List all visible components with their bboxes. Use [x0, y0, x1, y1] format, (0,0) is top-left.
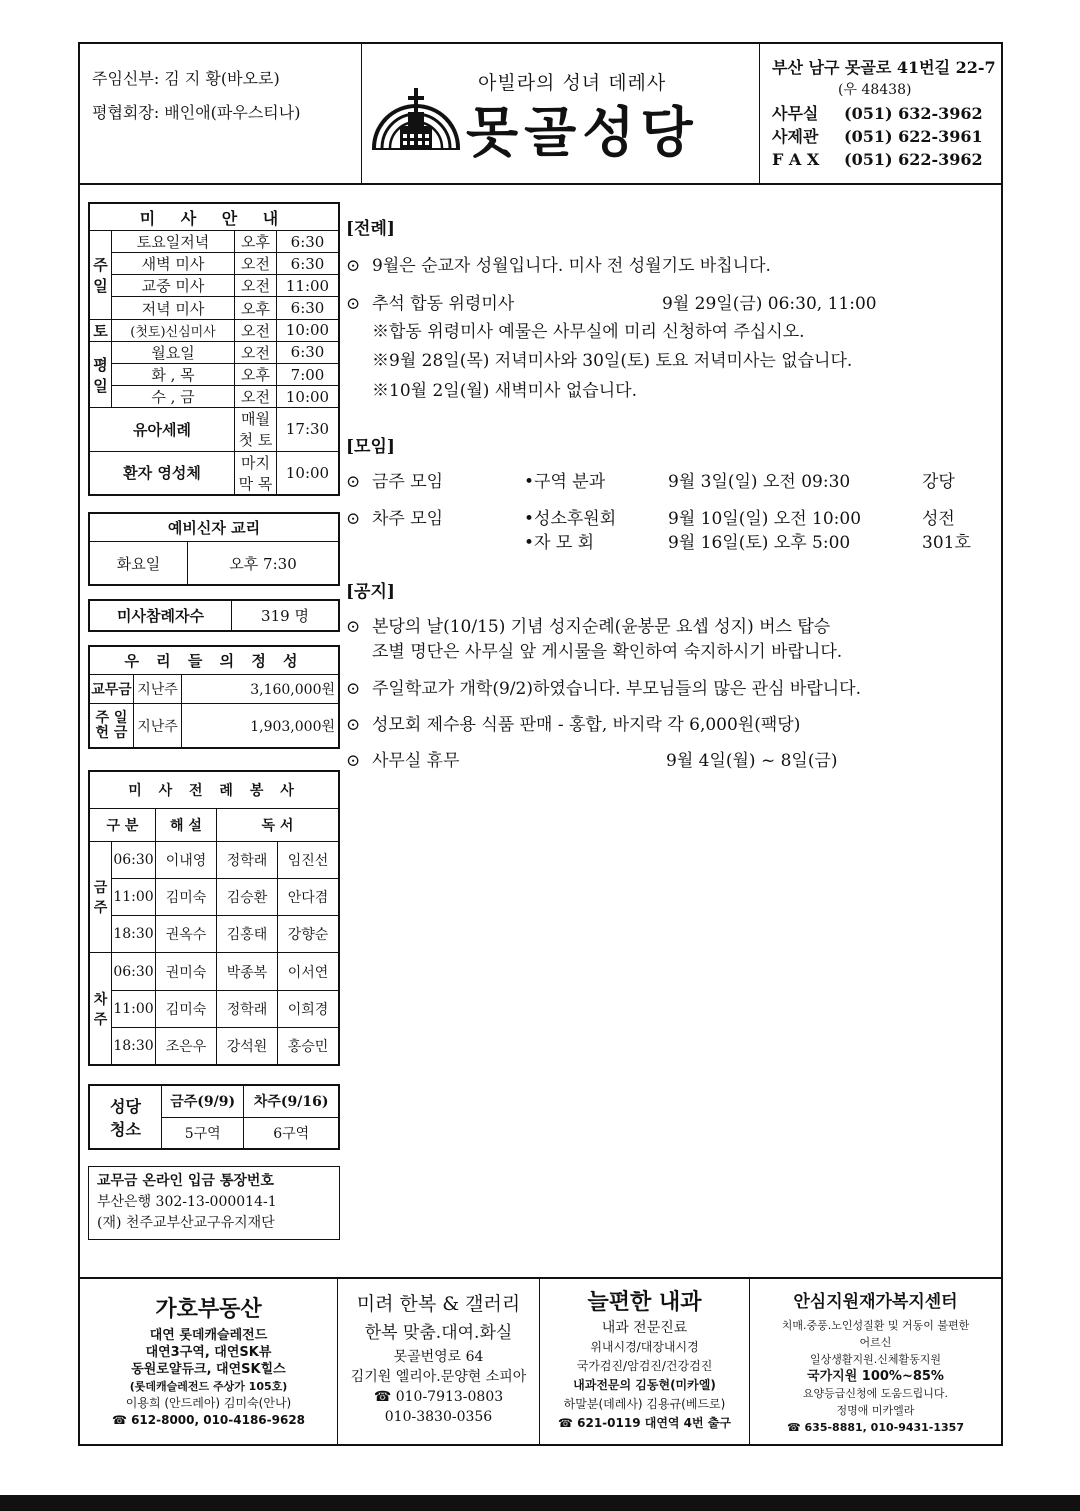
ministry-table: 미 사 전 례 봉 사 구 분 해 설 독 서 금주 06:30 이내영 정학래 임진선 11:00 김미숙 김승환 안다겸 18:30 권옥수 김홍태 강향순 차주 06:30 권미숙 박종복 이서연 11:00 김미숙 정학래 이희경 18:30 조은우 강석원 홍승민 [88, 770, 340, 1066]
liturgy-heading: [전례] [346, 219, 395, 239]
account-holder: (재) 천주교부산교구유지재단 [97, 1215, 275, 1231]
office-closure-date: 9월 4일(월) ~ 8일(금) [666, 751, 838, 771]
contact-info [760, 44, 1001, 183]
pastor-name: 주임신부: 김 지 황(바오로) [92, 69, 280, 88]
attendance-label: 미사참례자수 [90, 601, 232, 631]
bullet-icon: ⊙ [346, 256, 361, 276]
bulletin-page: 주임신부: 김 지 황(바오로) 평협회장: 배인애(파우스티나) 아빌라의 성녀 데레사 못골성당 부산 남구 못골로 41번길 22-7 (우 48438) 사무실 (051) 632-3962 사제관 (051) 622-3961 F A X (051) 622-3962 미 사 안 내 주일 토요일저녁 오후 6:30 새벽 미사 오전 6:30 교중 미사 오전 11:00 저녁 미사 오후 6:30 토 (첫토)신심미사 오전 10:00 평일 월요일 오전 6:30 화 , 목 오후 7:00 수 , 금 오전 10:00 유아세례 매월 첫 토 17:30 환자 영성체 마지막 목 10:00 예비신자 교리 화요일 오후 7:30 미사참례자수 319 명 우 리 들 의 정 성 교무금 지난주 3,160,000원 주 일 헌 금 지난주 1,903,000원 미 사 전 례 봉 사 구 분 해 설 독 서 금주 06:30 이내영 정학래 임진선 11:00 김미숙 김승환 안다겸 18:30 권옥수 김홍태 강향순 차주 06:30 권미숙 박종복 이서연 11:00 김미숙 정학래 이희경 18:30 조은우 강석원 홍승민 성당 청소 금주(9/9) 차주(9/16) 5구역 6구역 교무금 온라인 입금 통장번호 부산은행 302-13-000014-1 (재) 천주교부산교구유지재단 [전례] ⊙ 9월은 순교자 성월입니다. 미사 전 성월기도 바칩니다. ⊙ 추석 합동 위령미사 9월 29일(금) 06:30, 11:00 ※합동 위령미사 예물은 사무실에 미리 신청하여 주십시오. ※9월 28일(목) 저녁미사와 30일(토) 토요 저녁미사는 없습니다. ※10월 2일(월) 새벽미사 없습니다. [모임] ⊙ 금주 모임 •구역 분과 9월 3일(일) 오전 09:30 강당 ⊙ 차주 모임 •성소후원회 9월 10일(일) 오전 10:00 성전 •자 모 회 9월 16일(토) 오후 5:00 301호 [공지] ⊙ 본당의 날(10/15) 기념 성지순례(윤봉문 요셉 성지) 버스 탑승 조별 명단은 사무실 앞 게시물을 확인하여 숙지하시기 바랍니다. ⊙ 주일학교가 개학(9/2)하였습니다. 부모님들의 많은 관심 바랍니다. ⊙ 성모회 제수용 식품 판매 - 홍합, 바지락 각 6,000원(팩당) ⊙ 사무실 휴무 9월 4일(월) ~ 8일(금) 가호부동산 대연 롯데캐슬레전드 대연3구역, 대연SK뷰 동원로얄듀크, 대연SK힐스 (롯데캐슬레전드 주상가 105호) 이용희 (안드레아) 김미숙(안나) ☎ 612-8000, 010-4186-9628 미려 한복 & 갤러리 한복 맞춤.대여.화실 못골번영로 64 김기원 엘리아.문양현 소피아 ☎ 010-7913-0803 010-3830-0356 늘편한 내과 내과 전문진료 위내시경/대장내시경 국가검진/암검진/건강검진 내과전문의 김동현(미카엘) 하말분(데레사) 김용규(베드로) ☎ 621-0119 대연역 4번 출구 안심지원재가복지센터 치매.중풍.노인성질환 및 거동이 불편한 어르신 일상생활지원.신체활동지원 국가지원 100%~85% 요양등급신청에 도움드립니다. 정명애 미카엘라 ☎ 635-8881, 010-9431-1357 [78, 42, 1003, 1446]
notices-heading: [공지] [346, 582, 395, 602]
ministry-heading: 미 사 전 례 봉 사 [90, 772, 339, 809]
notice-item: ⊙ 주일학교가 개학(9/2)하였습니다. 부모님들의 많은 관심 바랍니다. [346, 679, 861, 699]
catechism-heading: 예비신자 교리 [90, 514, 339, 542]
postal-code: (우 48438) [838, 82, 912, 98]
bullet-icon: ⊙ [346, 679, 361, 699]
attendance-table [88, 599, 340, 632]
mass-schedule-heading: 미 사 안 내 [90, 204, 339, 231]
offering-table: 우 리 들 의 정 성 교무금 지난주 3,160,000원 주 일 헌 금 지난주 1,903,000원 [88, 645, 340, 749]
account-number: 부산은행 302-13-000014-1 [97, 1194, 277, 1210]
sick-communion-label: 환자 영성체 [90, 451, 235, 494]
notice-item: ⊙ 성모회 제수용 식품 판매 - 홍합, 바지락 각 6,000원(팩당) [346, 715, 801, 735]
bullet-icon: ⊙ [346, 617, 361, 637]
ad-hanbok: 미려 한복 & 갤러리 한복 맞춤.대여.화실 못골번영로 64 김기원 엘리아.문양현 소피아 ☎ 010-7913-0803 010-3830-0356 [338, 1279, 540, 1446]
sponsor-ads [80, 1277, 1001, 1446]
catechism-day: 화요일 [90, 542, 188, 585]
church-title-block [362, 44, 760, 183]
contact-row: 사제관 (051) 622-3961 [772, 127, 983, 146]
church-logo-icon [370, 82, 462, 152]
cleaning-table: 성당 청소 금주(9/9) 차주(9/16) 5구역 6구역 [88, 1084, 340, 1150]
church-name: 못골성당 [466, 101, 699, 164]
meeting-row: ⊙ 금주 모임 [346, 472, 444, 492]
account-title: 교무금 온라인 입금 통장번호 [97, 1173, 274, 1189]
liturgy-item: ⊙ 9월은 순교자 성월입니다. 미사 전 성월기도 바칩니다. [346, 256, 771, 276]
bullet-icon: ⊙ [346, 715, 361, 735]
ad-clinic: 늘편한 내과 내과 전문진료 위내시경/대장내시경 국가검진/암검진/건강검진 내과전문의 김동현(미카엘) 하말분(데레사) 김용규(베드로) ☎ 621-0119 대연역 4번 출구 [540, 1279, 750, 1446]
meeting-row: ⊙ 차주 모임 [346, 509, 444, 529]
clergy-info [80, 44, 362, 183]
notice-item: ⊙ 본당의 날(10/15) 기념 성지순례(윤봉문 요셉 성지) 버스 탑승 [346, 617, 831, 637]
memorial-mass-date: 9월 29일(금) 06:30, 11:00 [662, 294, 877, 314]
liturgy-note: ※합동 위령미사 예물은 사무실에 미리 신청하여 주십시오. [372, 322, 805, 342]
liturgy-note: ※9월 28일(목) 저녁미사와 30일(토) 토요 저녁미사는 없습니다. [372, 351, 853, 371]
attendance-value: 319 명 [232, 601, 339, 631]
notice-item-cont: 조별 명단은 사무실 앞 게시물을 확인하여 숙지하시기 바랍니다. [372, 642, 843, 662]
church-patron: 아빌라의 성녀 데레사 [478, 72, 667, 94]
cleaning-label: 성당 청소 [90, 1086, 162, 1149]
next-week-label: 차주 [90, 953, 112, 1065]
ad-welfare-center: 안심지원재가복지센터 치매.중풍.노인성질환 및 거동이 불편한 어르신 일상생활지원.신체활동지원 국가지원 100%~85% 요양등급신청에 도움드립니다. 정명애 미카엘라 ☎ 635-8881, 010-9431-1357 [781, 1292, 970, 1434]
catechism-time: 오후 7:30 [188, 542, 339, 585]
this-week-label: 금주 [90, 842, 112, 953]
mass-schedule-table: 미 사 안 내 주일 토요일저녁 오후 6:30 새벽 미사 오전 6:30 교중 미사 오전 11:00 저녁 미사 오후 6:30 토 (첫토)신심미사 오전 10:00 평일 월요일 오전 6:30 화 , 목 오후 7:00 수 , 금 오전 10:00 유아세례 매월 첫 토 17:30 환자 영성체 마지막 목 10:00 [88, 202, 340, 496]
bullet-icon: ⊙ [346, 751, 361, 771]
council-president: 평협회장: 배인애(파우스티나) [92, 103, 301, 122]
bullet-icon: ⊙ [346, 294, 361, 314]
saturday-label: 토 [90, 319, 112, 341]
meetings-heading: [모임] [346, 437, 395, 457]
liturgy-note: ※10월 2일(월) 새벽미사 없습니다. [372, 381, 637, 401]
bottom-bar [0, 1495, 1080, 1511]
sunday-label: 주일 [90, 231, 112, 320]
bulletin-header [80, 44, 1001, 185]
ad-real-estate: 가호부동산 대연 롯데캐슬레전드 대연3구역, 대연SK뷰 동원로얄듀크, 대연SK힐스 (롯데캐슬레전드 주상가 105호) 이용희 (안드레아) 김미숙(안나) ☎ 612-8000, 010-4186-9628 [80, 1279, 338, 1446]
liturgy-item: ⊙ 추석 합동 위령미사 [346, 294, 515, 314]
weekday-label: 평일 [90, 341, 112, 407]
notice-item: ⊙ 사무실 휴무 [346, 751, 460, 771]
bullet-icon: ⊙ [346, 472, 361, 492]
catechism-table [88, 512, 340, 586]
contact-row: F A X (051) 622-3962 [772, 150, 983, 169]
bullet-icon: ⊙ [346, 509, 361, 529]
account-box [88, 1166, 340, 1240]
contact-row: 사무실 (051) 632-3962 [772, 104, 983, 123]
offering-heading: 우 리 들 의 정 성 [90, 647, 339, 675]
infant-baptism-label: 유아세례 [90, 408, 235, 451]
church-address: 부산 남구 못골로 41번길 22-7 [772, 58, 996, 77]
